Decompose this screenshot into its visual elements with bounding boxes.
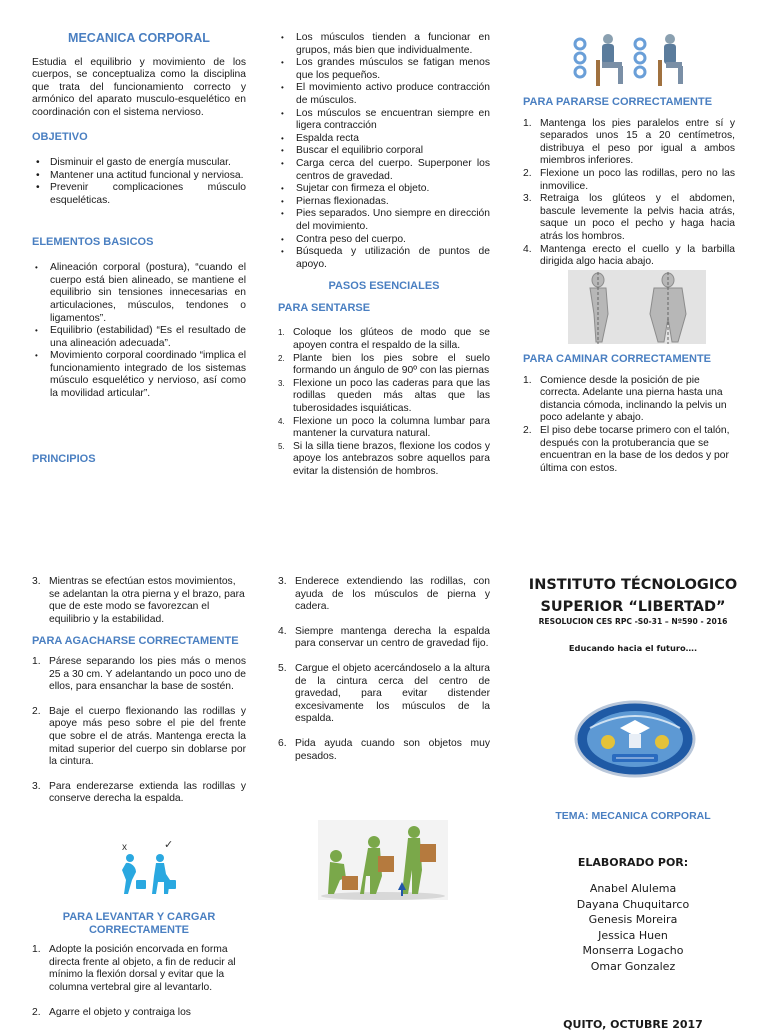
list-item: 1. Coloque los glúteos de modo que se apoyen contra el respaldo de la silla. xyxy=(278,327,490,352)
pararse-list xyxy=(523,118,735,269)
author-name: Omar Gonzalez xyxy=(590,959,676,973)
column-5 xyxy=(278,576,490,763)
posture-illustration xyxy=(568,270,706,344)
list-item: 3. Para enderezarse extienda las rodillas y conserve derecha la espalda. xyxy=(32,780,246,805)
principios-heading: PRINCIPIOS xyxy=(32,452,96,465)
caminar-list-continued xyxy=(32,576,246,626)
objetivo-heading: OBJETIVO xyxy=(32,130,88,143)
levantar-list xyxy=(32,944,246,1019)
author-name: Monserra Logacho xyxy=(582,944,684,958)
objetivo-list xyxy=(32,157,246,207)
agacharse-list xyxy=(32,656,246,806)
footer-place-date: QUITO, OCTUBRE 2017 xyxy=(563,1018,703,1031)
list-item: 4. Siempre mantenga derecha la espalda para conservar un centro de gravedad fijo. xyxy=(278,625,490,650)
list-item: • Piernas flexionadas. xyxy=(278,196,490,209)
levantar-list-continued xyxy=(278,576,490,763)
agacharse-heading: PARA AGACHARSE CORRECTAMENTE xyxy=(32,635,239,648)
topic-line: TEMA: MECANICA CORPORAL xyxy=(555,810,711,822)
pararse-heading: PARA PARARSE CORRECTAMENTE xyxy=(523,96,713,108)
list-item: • Movimiento corporal coordinado “implica el funcionamiento integrado de los sistemas músculo esquelético y nervioso, así como la movilidad articular”. xyxy=(32,350,246,400)
list-item: • Búsqueda y utilización de puntos de apoyo. xyxy=(278,246,490,271)
column-3-lower xyxy=(523,353,735,475)
elementos-heading: ELEMENTOS BASICOS xyxy=(32,235,154,248)
list-item: 2. Agarre el objeto y contraiga los xyxy=(32,1006,191,1018)
list-item: • Pies separados. Uno siempre en dirección del movimiento. xyxy=(278,208,490,233)
author-heading: ELABORADO POR: xyxy=(577,856,689,869)
list-item: • Alineación corporal (postura), “cuando el cuerpo está bien alineado, se mantiene el equilibrio sin tensiones innecesarias en articulaciones, músculos, tendones o ligamentos”. xyxy=(32,262,246,325)
list-item: 2. Baje el cuerpo flexionando las rodillas y apoye más peso sobre el pie del frente que sobre el de atrás. Mantenga erecta la mitad superior del cuerpo sin doblarse por la cintura. xyxy=(32,705,246,768)
column-4 xyxy=(32,576,246,806)
list-item: 5. Cargue el objeto acercándoselo a la altura de la cintura cerca del centro de gravedad, para evitar distender excesivamente los músculos de la espalda. xyxy=(278,662,490,725)
institute-name-line1: INSTITUTO TÉCNOLOGICO xyxy=(528,577,738,593)
list-item: 1. Párese separando los pies más o menos 25 a 30 cm. Y adelantando un poco uno de ellos, para ensanchar la base de sostén. xyxy=(32,655,246,693)
author-list xyxy=(518,881,748,975)
author-name: Jessica Huen xyxy=(598,928,668,942)
list-item: 2. El piso debe tocarse primero con el talón, después con la protuberancia que se encuentran en la base de los dedos y por última con estos. xyxy=(523,424,730,474)
list-item: 4. Mantenga erecto el cuello y la barbilla dirigida algo hacia abajo. xyxy=(523,243,735,268)
list-item: • Los músculos tienden a funcionar en grupos, más bien que individualmente. xyxy=(278,32,490,57)
sit-stand-illustration xyxy=(562,30,712,90)
levantar-heading-line2: CORRECTAMENTE xyxy=(88,923,189,936)
right-mark: ✓ xyxy=(164,839,174,851)
caminar-list xyxy=(523,375,735,476)
list-item: • El movimiento activo produce contracción de músculos. xyxy=(278,82,490,107)
list-item: • Buscar el equilibrio corporal xyxy=(278,145,490,158)
list-item: • Disminuir el gasto de energía muscular. xyxy=(32,157,246,170)
list-item: 4. Flexione un poco la columna lumbar para mantener la curvatura natural. xyxy=(278,415,490,440)
list-item: • Los grandes músculos se fatigan menos que los pequeños. xyxy=(278,57,490,82)
list-item: • Espalda recta xyxy=(278,133,490,146)
list-item: • Mantener una actitud funcional y nerviosa. xyxy=(32,170,246,183)
institute-logo xyxy=(572,698,698,780)
pasos-heading: PASOS ESENCIALES xyxy=(328,280,440,293)
resolution-line: RESOLUCION CES RPC -S0-31 – Nº590 - 2016 xyxy=(538,617,728,626)
list-item: 6. Pida ayuda cuando son objetos muy pesados. xyxy=(278,737,490,762)
list-item: • Sujetar con firmeza el objeto. xyxy=(278,183,490,196)
author-name: Dayana Chuquitarco xyxy=(576,897,690,911)
list-item: 2. Flexione un poco las rodillas, pero no las inmovilice. xyxy=(523,167,735,192)
list-item: 3. Enderece extendiendo las rodillas, con ayuda de los músculos de pierna y cadera. xyxy=(278,576,490,613)
institute-name-line2: SUPERIOR “LIBERTAD” xyxy=(540,599,726,615)
wrong-mark: x xyxy=(122,842,127,853)
list-item: 3. Mientras se efectúan estos movimientos, se adelantan la otra pierna y el brazo, para que de este modo se favorezcan el equilibrio y la estabilidad. xyxy=(32,576,245,625)
author-name: Genesis Moreira xyxy=(588,913,678,927)
slogan: Educando hacia el futuro…. xyxy=(568,643,698,653)
column-3 xyxy=(523,96,735,269)
list-item: 1. Comience desde la posición de pie correcta. Adelante una pierna hasta una distancia cómoda, inclinando la pelvis un poco adelante y abajo. xyxy=(523,374,727,424)
list-item: 3. Retraiga los glúteos y el abdomen, bascule levemente la pelvis hacia atrás, saque un poco el pecho y haga hacia atrás los hombros. xyxy=(523,193,735,242)
list-item: 1. Mantenga los pies paralelos entre sí y separados unos 15 a 20 centímetros, distribuya el peso por igual a ambos miembros inferiores. xyxy=(523,117,735,167)
column-4-lower xyxy=(32,911,246,1019)
main-title: MECANICA CORPORAL xyxy=(68,31,210,45)
list-item: • Prevenir complicaciones músculo esqueléticas. xyxy=(32,182,246,207)
author-name: Anabel Alulema xyxy=(589,882,677,895)
sentarse-list xyxy=(278,327,490,478)
list-item: • Carga cerca del cuerpo. Superponer los centros de gravedad. xyxy=(278,158,490,183)
lifting-box-illustration xyxy=(318,820,448,900)
list-item: 2. Plante bien los pies sobre el suelo formando un ángulo de 90º con las piernas xyxy=(278,352,490,377)
levantar-heading-line1: PARA LEVANTAR Y CARGAR xyxy=(62,911,216,923)
list-item: 3. Flexione un poco las caderas para que las rodillas queden más altas que las tuberosidades isquiáticas. xyxy=(278,377,490,415)
sentarse-heading: PARA SENTARSE xyxy=(278,301,371,314)
list-item: • Contra peso del cuerpo. xyxy=(278,234,490,247)
elementos-list xyxy=(32,262,246,401)
list-item: • Los músculos se encuentran siempre en ligera contracción xyxy=(278,108,490,133)
caminar-heading: PARA CAMINAR CORRECTAMENTE xyxy=(523,353,712,365)
list-item: • Equilibrio (estabilidad) “Es el resultado de una alineación adecuada”. xyxy=(32,325,246,350)
column-1 xyxy=(32,32,246,465)
principios-list xyxy=(278,32,490,271)
intro-paragraph: Estudia el equilibrio y movimiento de los cuerpos, se conceptualiza como la disciplina que trata del funcionamiento correcto y armónico del aparato musculo-esquelético en coordinación con el sistema nervioso. xyxy=(32,56,246,118)
column-2 xyxy=(278,32,490,479)
list-item: 5. Si la silla tiene brazos, flexione los codos y apoye los antebrazos sobre aquellos para evitar la distensión de hombros. xyxy=(278,440,490,477)
list-item: 1. Adopte la posición encorvada en forma directa frente al objeto, a fin de reducir al mínimo la flexión dorsal y evitar que la columna vertebral gire al levantarlo. xyxy=(32,944,236,993)
